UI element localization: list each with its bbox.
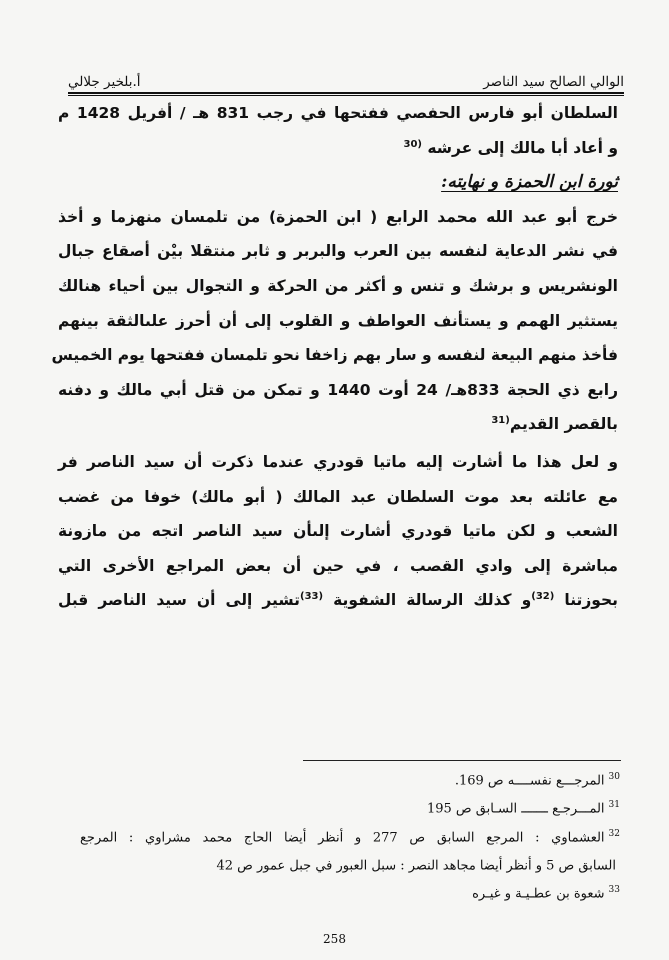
body-line: و أعاد أبا مالك إلى عرشه $^{(30}$	[403, 138, 618, 157]
footnote: $^{32}$العشماوي : المرجع السابق ص 277 و أنظر أيضا الحاج محمد مشراوي : المرجع	[80, 828, 620, 845]
body-line: مباشرة إلى وادي القصب ، في حين أن بعض المراجع الأخرى التي	[58, 556, 618, 575]
header-title: الوالي الصالح سيد الناصر	[483, 74, 624, 90]
footnote: $^{31}$المـــرجـع ـــــــ السـابق ص 195	[426, 800, 620, 817]
footnote-ref: (31	[491, 415, 510, 427]
body-line: رابع ذي الحجة 833هـ/ 24 أوت 1440 و تمكن من قتل أبي مالك و دفنه	[58, 380, 618, 399]
body-line: و لعل هذا ما أشارت إليه ماتيا قودري عندما ذكرت أن سيد الناصر فر	[58, 452, 618, 471]
footnote-rule	[303, 760, 621, 761]
body-text	[51, 96, 619, 618]
header-rule	[68, 92, 624, 94]
body-line: الونشريس و برشك و تنس و أكثر من الحركة و التجوال بين أحياء هنالك	[58, 276, 618, 295]
body-line: يستثير الهمم و يستأنف العواطف و القلوب إلى أن أحرز علىالثقة بينهم	[58, 311, 618, 330]
body-line: مع عائلته بعد موت السلطان عبد المالك ( أبو مالك) خوفا من غضب	[58, 487, 618, 506]
body-line: فأخذ منهم البيعة لنفسه و سار بهم زاخفا نحو تلمسان ففتحها يوم الخميس	[51, 346, 618, 365]
body-line: بحوزتنا $^{(32)}$و كذلك الرسالة الشفوية $^{(33)}$تشير إلى أن سيد الناصر قبل	[58, 591, 619, 610]
page-number: 258	[323, 932, 346, 946]
footnote-ref: (30	[403, 138, 422, 150]
body-line: الشعب و لكن ماتيا قودري أشارت إلىأن سيد الناصر اتجه من مازونة	[58, 522, 618, 541]
footnote: السابق ص 5 و أنظر أيضا مجاهد النصر : سبل العبور في جبل عمور ص 42	[216, 858, 616, 874]
section-heading: ثورة ابن الحمزة و نهايته:	[441, 172, 618, 193]
body-line: السلطان أبو فارس الحفصي ففتحها في رجب 831 هـ / أفريل 1428 م	[58, 104, 618, 122]
footnotes	[80, 765, 620, 907]
body-line: خرج أبو عبد الله محمد الرابع ( ابن الحمزة) من تلمسان منهزما و أخذ	[58, 207, 618, 226]
footnote: $^{33}$شعوة بن عطـيـة و غيـره	[472, 885, 620, 902]
footnote-ref: (33)	[299, 591, 324, 603]
footnote-ref: (32)	[531, 591, 555, 603]
running-header	[68, 68, 624, 90]
body-line: بالقصر القديم$^{(31}$	[491, 415, 618, 434]
footnote: $^{30}$المرجـــع نفســــه ص 169.	[454, 772, 620, 789]
body-line: في نشر الدعاية لنفسه بين العرب والبربر و ثابر منتقلا بيْن أصقاع جبال	[58, 242, 618, 261]
header-author: أ.بلخير جلالي	[68, 74, 141, 90]
